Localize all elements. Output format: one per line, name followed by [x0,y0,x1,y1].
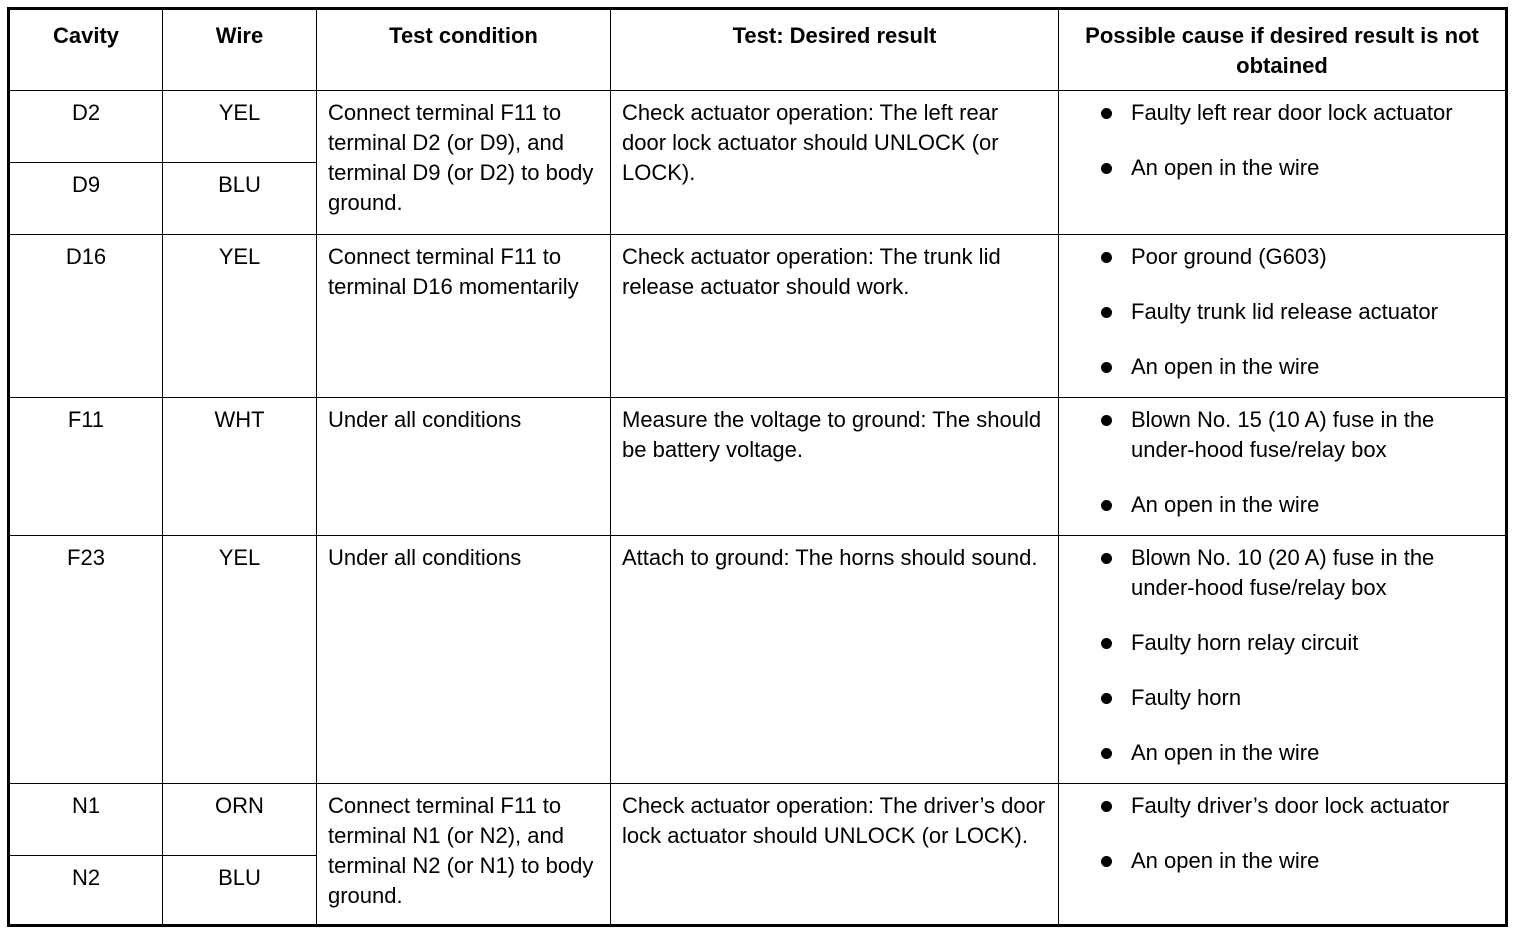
cavity-cell: F11 [9,398,163,536]
bullet-dot-icon [1101,362,1112,373]
header-possible-cause: Possible cause if desired result is not obtained [1059,9,1507,91]
wire-cell: BLU [163,856,317,926]
bullet-dot-icon [1101,415,1112,426]
cause-list [1070,242,1495,382]
cause-item [1070,153,1495,183]
header-wire: Wire [163,9,317,91]
header-test-condition: Test condition [317,9,611,91]
bullet-dot-icon [1101,307,1112,318]
cavity-cell: F23 [9,536,163,784]
table-row [9,784,1507,856]
cause-item [1070,543,1495,603]
test-condition-cell: Connect terminal F11 to terminal D2 (or D9), and terminal D9 (or D2) to body ground. [317,91,611,235]
cause-list [1070,791,1495,876]
bullet-dot-icon [1101,693,1112,704]
cause-item [1070,352,1495,382]
cause-text: Faulty left rear door lock actuator [1131,100,1453,125]
cause-item [1070,791,1495,821]
header-row [9,9,1507,91]
cause-text: Blown No. 15 (10 A) fuse in the under-hood fuse/relay box [1131,407,1435,462]
bullet-dot-icon [1101,801,1112,812]
desired-result-cell: Check actuator operation: The trunk lid release actuator should work. [611,235,1059,398]
cause-text: An open in the wire [1131,848,1320,873]
cavity-cell: D9 [9,163,163,235]
cause-list [1070,405,1495,520]
test-condition-cell: Connect terminal F11 to terminal N1 (or N2), and terminal N2 (or N1) to body ground. [317,784,611,926]
wire-cell: YEL [163,536,317,784]
cause-item [1070,846,1495,876]
cause-text: Blown No. 10 (20 A) fuse in the under-hood fuse/relay box [1131,545,1435,600]
cause-text: An open in the wire [1131,492,1320,517]
desired-result-cell: Measure the voltage to ground: The should be battery voltage. [611,398,1059,536]
cause-list [1070,543,1495,768]
table-row [9,536,1507,784]
cause-list [1070,98,1495,183]
test-condition-cell: Connect terminal F11 to terminal D16 momentarily [317,235,611,398]
wire-cell: YEL [163,235,317,398]
cavity-cell: N2 [9,856,163,926]
cause-item [1070,98,1495,128]
terminal-test-table [7,7,1508,927]
cause-text: An open in the wire [1131,354,1320,379]
cavity-cell: D2 [9,91,163,163]
cause-item [1070,242,1495,272]
header-desired-result: Test: Desired result [611,9,1059,91]
cause-item [1070,738,1495,768]
bullet-dot-icon [1101,252,1112,263]
cause-text: Faulty driver’s door lock actuator [1131,793,1450,818]
cause-text: Faulty horn relay circuit [1131,630,1359,655]
wire-cell: YEL [163,91,317,163]
table-row [9,398,1507,536]
possible-cause-cell [1059,91,1507,235]
table-body [9,91,1507,926]
cavity-cell: D16 [9,235,163,398]
desired-result-cell: Check actuator operation: The left rear door lock actuator should UNLOCK (or LOCK). [611,91,1059,235]
cause-text: An open in the wire [1131,740,1320,765]
bullet-dot-icon [1101,108,1112,119]
cause-text: Faulty trunk lid release actuator [1131,299,1438,324]
cause-item [1070,628,1495,658]
cause-text: Poor ground (G603) [1131,244,1327,269]
desired-result-cell: Attach to ground: The horns should sound. [611,536,1059,784]
table-row [9,235,1507,398]
table-row [9,91,1507,163]
cause-item [1070,297,1495,327]
header-cavity: Cavity [9,9,163,91]
wire-cell: ORN [163,784,317,856]
cause-text: Faulty horn [1131,685,1242,710]
desired-result-cell: Check actuator operation: The driver’s door lock actuator should UNLOCK (or LOCK). [611,784,1059,926]
possible-cause-cell [1059,235,1507,398]
possible-cause-cell [1059,784,1507,926]
bullet-dot-icon [1101,638,1112,649]
possible-cause-cell [1059,398,1507,536]
cause-text: An open in the wire [1131,155,1320,180]
wire-cell: WHT [163,398,317,536]
cause-item [1070,683,1495,713]
possible-cause-cell [1059,536,1507,784]
cavity-cell: N1 [9,784,163,856]
test-condition-cell: Under all conditions [317,398,611,536]
bullet-dot-icon [1101,553,1112,564]
wire-cell: BLU [163,163,317,235]
bullet-dot-icon [1101,500,1112,511]
bullet-dot-icon [1101,163,1112,174]
bullet-dot-icon [1101,748,1112,759]
cause-item [1070,405,1495,465]
test-condition-cell: Under all conditions [317,536,611,784]
cause-item [1070,490,1495,520]
bullet-dot-icon [1101,856,1112,867]
